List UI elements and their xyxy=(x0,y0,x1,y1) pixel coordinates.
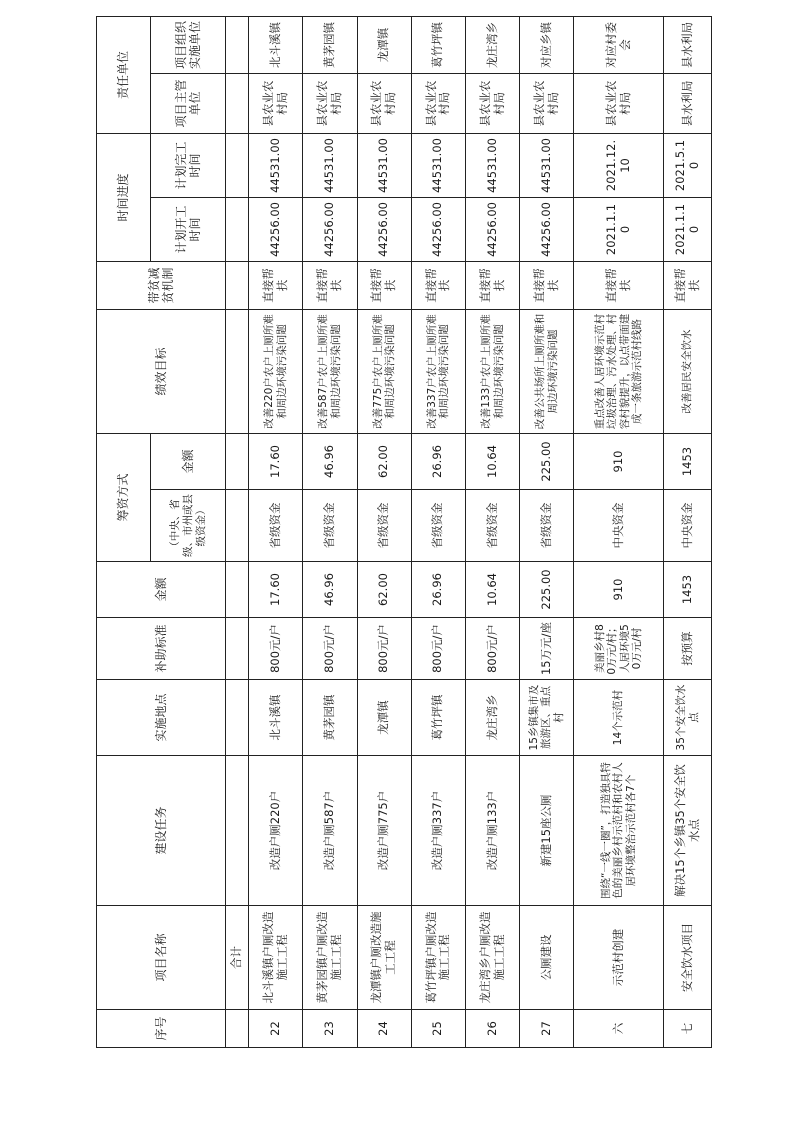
cell-dept: 县农业农村局 xyxy=(520,73,574,133)
cell-source: 省级资金 xyxy=(411,490,465,562)
cell-amount: 17.60 xyxy=(249,562,303,618)
cell-source: 省级资金 xyxy=(249,490,303,562)
cell-start: 2021.1.10 xyxy=(664,197,712,261)
cell-seq: 27 xyxy=(520,1010,574,1048)
cell-funding-amount: 46.96 xyxy=(303,433,357,489)
cell-name: 龙潭镇户厕改造施工工程 xyxy=(357,906,411,1010)
cell-task: 围绕“一线一圈”，打造独具特色的美丽乡村示范村和农村人居环境整治示范村各7个 xyxy=(574,756,664,906)
cell-subsidy: 800元/户 xyxy=(465,618,519,680)
cell-amount: 225.00 xyxy=(520,562,574,618)
cell-seq: 22 xyxy=(249,1010,303,1048)
col-location-header: 实施地点 xyxy=(97,680,226,756)
cell-seq: 七 xyxy=(664,1010,712,1048)
cell-poverty: 直接帮扶 xyxy=(574,261,664,309)
cell-location: 黄茅园镇 xyxy=(303,680,357,756)
cell-target: 改善公共场所上厕所难和周边环境污染问题 xyxy=(520,309,574,433)
total-row xyxy=(226,16,249,1047)
table-row xyxy=(249,16,303,1047)
col-finish-header: 计划完工时间 xyxy=(151,133,226,197)
table-row xyxy=(411,16,465,1047)
col-amount-header: 金额 xyxy=(97,562,226,618)
cell-amount: 10.64 xyxy=(465,562,519,618)
total-cell xyxy=(226,756,249,906)
cell-dept: 县水利局 xyxy=(664,73,712,133)
cell-dept: 县农业农村局 xyxy=(574,73,664,133)
cell-subsidy: 800元/户 xyxy=(303,618,357,680)
cell-name: 龙庄湾乡户厕改造施工工程 xyxy=(465,906,519,1010)
cell-location: 14个示范村 xyxy=(574,680,664,756)
total-cell xyxy=(226,309,249,433)
cell-impl: 北斗溪镇 xyxy=(249,16,303,73)
cell-seq: 23 xyxy=(303,1010,357,1048)
cell-source: 中央资金 xyxy=(574,490,664,562)
cell-impl: 对应乡镇 xyxy=(520,16,574,73)
cell-start: 44256.00 xyxy=(465,197,519,261)
table-row xyxy=(520,16,574,1047)
cell-finish: 44531.00 xyxy=(303,133,357,197)
cell-finish: 44531.00 xyxy=(465,133,519,197)
cell-name: 公厕建设 xyxy=(520,906,574,1010)
col-funding-amount-header: 金额 xyxy=(151,433,226,489)
cell-source: 省级资金 xyxy=(357,490,411,562)
col-seq-header: 序号 xyxy=(97,1010,226,1048)
cell-target: 改善居民安全饮水 xyxy=(664,309,712,433)
cell-subsidy: 15万元/座 xyxy=(520,618,574,680)
total-cell xyxy=(226,73,249,133)
cell-poverty: 直接帮扶 xyxy=(249,261,303,309)
cell-location: 北斗溪镇 xyxy=(249,680,303,756)
cell-funding-amount: 17.60 xyxy=(249,433,303,489)
cell-finish: 44531.00 xyxy=(411,133,465,197)
col-task-header: 建设任务 xyxy=(97,756,226,906)
cell-start: 44256.00 xyxy=(249,197,303,261)
cell-impl: 黄茅园镇 xyxy=(303,16,357,73)
cell-task: 改造户厕133户 xyxy=(465,756,519,906)
cell-impl: 对应村委会 xyxy=(574,16,664,73)
cell-amount: 46.96 xyxy=(303,562,357,618)
cell-impl: 葛竹坪镇 xyxy=(411,16,465,73)
cell-task: 改造户厕337户 xyxy=(411,756,465,906)
total-cell xyxy=(226,490,249,562)
col-project-name-header: 项目名称 xyxy=(97,906,226,1010)
cell-finish: 2021.5.10 xyxy=(664,133,712,197)
cell-impl: 龙潭镇 xyxy=(357,16,411,73)
cell-location: 15乡镇集市及旅游区、重点村 xyxy=(520,680,574,756)
total-cell xyxy=(226,680,249,756)
cell-poverty: 直接帮扶 xyxy=(411,261,465,309)
cell-location: 龙庄湾乡 xyxy=(465,680,519,756)
cell-amount: 62.00 xyxy=(357,562,411,618)
cell-target: 改善587户农户上厕所难和周边环境污染问题 xyxy=(303,309,357,433)
cell-target: 改善133户农户上厕所难和周边环境污染问题 xyxy=(465,309,519,433)
cell-task: 解决15个乡镇35个安全饮水点 xyxy=(664,756,712,906)
cell-location: 葛竹坪镇 xyxy=(411,680,465,756)
col-responsible-header: 责任单位 xyxy=(97,16,151,133)
cell-funding-amount: 1453 xyxy=(664,433,712,489)
cell-dept: 县农业农村局 xyxy=(357,73,411,133)
cell-funding-amount: 26.96 xyxy=(411,433,465,489)
col-subsidy-header: 补助标准 xyxy=(97,618,226,680)
cell-funding-amount: 10.64 xyxy=(465,433,519,489)
total-cell xyxy=(226,16,249,73)
col-funding-source-header: （中央、省级、市州或县级资金） xyxy=(151,490,226,562)
col-schedule-header: 时间进度 xyxy=(97,133,151,261)
cell-source: 省级资金 xyxy=(303,490,357,562)
cell-funding-amount: 910 xyxy=(574,433,664,489)
cell-impl: 龙庄湾乡 xyxy=(465,16,519,73)
cell-dept: 县农业农村局 xyxy=(303,73,357,133)
cell-subsidy: 按预算 xyxy=(664,618,712,680)
cell-amount: 1453 xyxy=(664,562,712,618)
col-start-header: 计划开工时间 xyxy=(151,197,226,261)
table-row xyxy=(664,16,712,1047)
col-target-header: 绩效目标 xyxy=(97,309,226,433)
total-cell xyxy=(226,197,249,261)
cell-finish: 44531.00 xyxy=(357,133,411,197)
cell-name: 葛竹坪镇户厕改造施工工程 xyxy=(411,906,465,1010)
total-cell xyxy=(226,562,249,618)
cell-dept: 县农业农村局 xyxy=(411,73,465,133)
project-table xyxy=(96,16,712,1048)
cell-task: 新建15座公厕 xyxy=(520,756,574,906)
cell-subsidy: 800元/户 xyxy=(411,618,465,680)
rotated-table-page xyxy=(96,17,712,1048)
total-cell xyxy=(226,261,249,309)
cell-dept: 县农业农村局 xyxy=(249,73,303,133)
cell-poverty: 直接帮扶 xyxy=(357,261,411,309)
table-row xyxy=(357,16,411,1047)
cell-start: 44256.00 xyxy=(303,197,357,261)
cell-seq: 六 xyxy=(574,1010,664,1048)
col-dept-header: 项目主管单位 xyxy=(151,73,226,133)
col-poverty-header: 带贫减贫机制 xyxy=(97,261,226,309)
cell-task: 改造户厕775户 xyxy=(357,756,411,906)
cell-target: 改善220户农户上厕所难和周边环境污染问题 xyxy=(249,309,303,433)
total-cell xyxy=(226,133,249,197)
cell-poverty: 直接帮扶 xyxy=(303,261,357,309)
cell-target: 改善775户农户上厕所难和周边环境污染问题 xyxy=(357,309,411,433)
cell-target: 改善337户农户上厕所难和周边环境污染问题 xyxy=(411,309,465,433)
cell-subsidy: 800元/户 xyxy=(357,618,411,680)
cell-funding-amount: 225.00 xyxy=(520,433,574,489)
cell-seq: 25 xyxy=(411,1010,465,1048)
cell-amount: 26.96 xyxy=(411,562,465,618)
cell-location: 35个安全饮水点 xyxy=(664,680,712,756)
cell-finish: 2021.12.10 xyxy=(574,133,664,197)
cell-subsidy: 800元/户 xyxy=(249,618,303,680)
cell-start: 2021.1.10 xyxy=(574,197,664,261)
col-impl-header: 项目组织实施单位 xyxy=(151,16,226,73)
col-funding-header: 筹资方式 xyxy=(97,433,151,561)
total-cell xyxy=(226,618,249,680)
cell-poverty: 直接帮扶 xyxy=(520,261,574,309)
cell-start: 44256.00 xyxy=(411,197,465,261)
cell-name: 北斗溪镇户厕改造施工工程 xyxy=(249,906,303,1010)
header-row-1 xyxy=(97,16,151,1047)
total-cell-seq xyxy=(226,1010,249,1048)
table-row xyxy=(303,16,357,1047)
cell-poverty: 直接帮扶 xyxy=(465,261,519,309)
cell-task: 改造户厕220户 xyxy=(249,756,303,906)
cell-start: 44256.00 xyxy=(520,197,574,261)
cell-finish: 44531.00 xyxy=(520,133,574,197)
cell-location: 龙潭镇 xyxy=(357,680,411,756)
cell-source: 中央资金 xyxy=(664,490,712,562)
table-row xyxy=(574,16,664,1047)
cell-impl: 县水利局 xyxy=(664,16,712,73)
cell-source: 省级资金 xyxy=(520,490,574,562)
cell-seq: 24 xyxy=(357,1010,411,1048)
table-row xyxy=(465,16,519,1047)
cell-seq: 26 xyxy=(465,1010,519,1048)
cell-poverty: 直接帮扶 xyxy=(664,261,712,309)
cell-source: 省级资金 xyxy=(465,490,519,562)
cell-name: 示范村创建 xyxy=(574,906,664,1010)
total-cell xyxy=(226,433,249,489)
cell-dept: 县农业农村局 xyxy=(465,73,519,133)
cell-name: 安全饮水项目 xyxy=(664,906,712,1010)
cell-name: 黄茅园镇户厕改造施工工程 xyxy=(303,906,357,1010)
cell-target: 重点改善人居环境示范村垃圾治理、污水处理、村容村貌提升，以点带面建成一条旅游示范村线路 xyxy=(574,309,664,433)
total-label: 合计 xyxy=(226,906,249,1010)
cell-subsidy: 美丽乡村80万元/村；人居环境50万元/村 xyxy=(574,618,664,680)
cell-task: 改造户厕587户 xyxy=(303,756,357,906)
cell-finish: 44531.00 xyxy=(249,133,303,197)
cell-funding-amount: 62.00 xyxy=(357,433,411,489)
cell-start: 44256.00 xyxy=(357,197,411,261)
cell-amount: 910 xyxy=(574,562,664,618)
